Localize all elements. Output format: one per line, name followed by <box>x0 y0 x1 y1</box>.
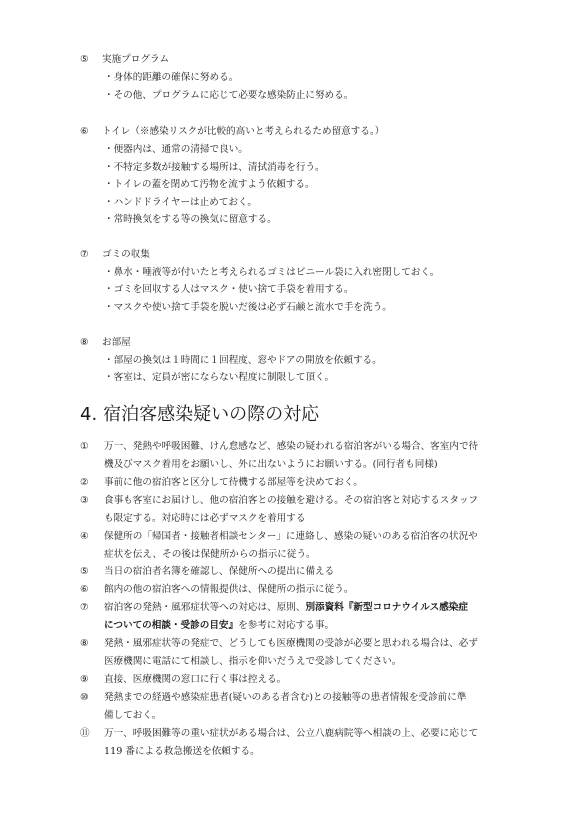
section-6-bullet: ・ハンドドライヤーは止めておく。 <box>104 197 258 208</box>
item-number: ⑨ <box>80 674 89 685</box>
section-6-heading <box>80 125 384 138</box>
item-text: 万一、呼吸困難等の重い症状がある場合は、公立八鹿病院等へ相談の上、必要に応じて <box>104 728 479 739</box>
item-number: ① <box>80 441 89 452</box>
item-number: ⑧ <box>80 638 89 649</box>
item-text: も限定する。対応時には必ずマスクを着用する <box>104 513 306 524</box>
section-8-heading <box>80 336 131 349</box>
item-number: ② <box>80 477 89 488</box>
item-text <box>104 601 468 614</box>
section-7-title: ゴミの収集 <box>102 249 150 260</box>
item-number: ⑥ <box>80 584 89 595</box>
section-6-number: ⑥ <box>80 126 89 137</box>
section-8-bullet: ・部屋の換気は１時間に１回程度、窓やドアの開放を依頼する。 <box>104 355 382 366</box>
item-text: 119 番による救急搬送を依頼する。 <box>104 746 260 757</box>
item-number: ③ <box>80 495 89 506</box>
chapter-number: 4. <box>80 404 98 425</box>
section-6-bullet: ・不特定多数が接触する場所は、清拭消毒を行う。 <box>104 162 325 173</box>
section-7-bullet: ・ゴミを回収する人はマスク・使い捨て手袋を着用する。 <box>104 284 354 295</box>
item-text-bold: についての相談・受診の目安』 <box>104 620 239 631</box>
section-5-bullet: ・その他、プログラムに応じて必要な感染防止に努める。 <box>104 90 354 101</box>
item-text: 備しておく。 <box>104 710 162 721</box>
section-8-bullet: ・客室は、定員が密にならない程度に制限して頂く。 <box>104 372 335 383</box>
item-text: 保健所の「帰国者・接触者相談センター」に連絡し、感染の疑いのある宿泊客の状況や <box>104 531 478 542</box>
item-text-plain: 宿泊客の発熱・風邪症状等への対応は、原則、 <box>104 602 306 613</box>
item-text: 発熱・風邪症状等の発症で、どうしても医療機関の受診が必要と思われる場合は、必ず <box>104 638 478 649</box>
item-number: ⑤ <box>80 566 89 577</box>
item-text <box>104 619 334 632</box>
section-8-title: お部屋 <box>102 337 131 348</box>
item-number: ⑦ <box>80 602 89 613</box>
item-text: 直接、医療機関の窓口に行く事は控える。 <box>104 674 287 685</box>
section-6-bullet: ・トイレの蓋を閉めて汚物を流すよう依頼する。 <box>104 179 315 190</box>
section-5-bullet: ・身体的距離の確保に努める。 <box>104 72 239 83</box>
chapter-heading <box>80 403 319 427</box>
section-7-heading <box>80 248 150 261</box>
section-6-bullet: ・便器内は、通常の清掃で良い。 <box>104 144 248 155</box>
item-text: 食事も客室にお届けし、他の宿泊客との接触を避ける。その宿泊客と対応するスタッフ <box>104 495 479 506</box>
item-text: 当日の宿泊者名簿を確認し、保健所への提出に備える <box>104 566 335 577</box>
section-5-number: ⑤ <box>80 54 89 65</box>
chapter-title: 宿泊客感染疑いの際の対応 <box>103 404 320 425</box>
section-8-number: ⑧ <box>80 337 89 348</box>
section-7-bullet: ・鼻水・唾液等が付いたと考えられるゴミはビニール袋に入れ密閉しておく。 <box>104 267 440 278</box>
section-5-title: 実施プログラム <box>102 54 170 65</box>
section-7-number: ⑦ <box>80 249 89 260</box>
item-text-plain: を参考に対応する事。 <box>238 620 335 631</box>
section-6-title: トイレ（※感染リスクが比較的高いと考えられるため留意する。） <box>102 126 385 137</box>
item-text: 症状を伝え、その後は保健所からの指示に従う。 <box>104 549 316 560</box>
item-text: 館内の他の宿泊客への情報提供は、保健所の指示に従う。 <box>104 584 354 595</box>
item-text: 発熱までの経過や感染症患者(疑いのある者含む)との接触等の患者情報を受診前に準 <box>104 692 467 703</box>
item-number: ⑪ <box>80 728 90 739</box>
item-number: ④ <box>80 531 89 542</box>
item-number: ⑩ <box>80 692 89 703</box>
section-6-bullet: ・常時換気をする等の換気に留意する。 <box>104 214 277 225</box>
section-5-heading <box>80 53 169 66</box>
item-text-bold: 別添資料『新型コロナウイルス感染症 <box>305 602 468 613</box>
item-text: 万一、発熱や呼吸困難、けん怠感など、感染の疑われる宿泊客がいる場合、客室内で待 <box>104 441 479 452</box>
item-text: 機及びマスク着用をお願いし、外に出ないようにお願いする。(同行者も同様) <box>104 459 438 470</box>
section-7-bullet: ・マスクや使い捨て手袋を脱いだ後は必ず石鹸と流水で手を洗う。 <box>104 302 392 313</box>
item-text: 事前に他の宿泊客と区分して待機する部屋等を決めておく。 <box>104 477 363 488</box>
item-text: 医療機関に電話にて相談し、指示を仰いだうえで受診してください。 <box>104 656 402 667</box>
